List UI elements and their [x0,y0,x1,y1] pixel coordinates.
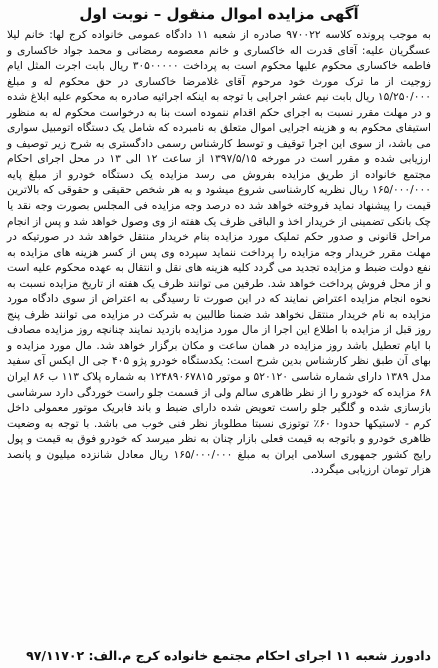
notice-title: آگهی مزایده اموال منقول – نوبت اول [79,5,359,23]
notice-footer: دادورز شعبه ۱۱ اجرای احکام مجتمع خانواده کرج م.الف: ۹۷/۱۱۷۰۲ [26,648,431,663]
notice-body: به موجب پرونده کلاسه ۹۷۰۰۲۲ صادره از شعبه ۱۱ دادگاه عمومی خانواده کرج لها: خانم لیلا عسگریان علیه: آقای قدرت اله خاکساری و خانم معصومه رمضانی و محمد جواد خاکساری و فاطمه خاکساری محکوم علیها محکوم است به پرداخت ۳۰۵۰۰۰۰۰ ریال بابت اجرت المثل ایام زوجیت از ما ترک مورث خود مرحوم آقای غلامرضا خاکساری در حق محکوم له و مبلغ ۱۵/۲۵۰/۰۰۰ ریال بابت نیم عشر اجرایی با توجه به اینکه اجرائیه صادره به محکوم علیه ابلاغ شده و در مهلت مقرر نسبت به اجرای حکم اقدام ننموده است بنا به درخواست محکوم له به منظور استیفای محکوم به و هزینه اجرایی اموال متعلق به نامبرده که شامل یک دستگاه اتومبیل سواری می باشد، از سوی این اجرا توقیف و توسط کارشناس رسمی دادگستری به شرح زیر توصیف و ارزیابی شده و مقرر است در مورخه ۱۳۹۷/۵/۱۵ از ساعت ۱۲ الی ۱۳ در محل اجرای احکام مجتمع خانواده از طریق مزایده بفروش می رسد مزایده یک دستگاه خودرو از مبلغ پایه ۱۶۵/۰۰۰/۰۰۰ ریال نظریه کارشناسی شروع میشود و به هر شخص حقیقی و حقوقی که بالاترین قیمت را پیشنهاد نماید فروخته خواهد شد ده درصد وجه مزایده فی المجلس بصورت وجه نقد یا چک بانکی تضمینی از خریدار اخذ و الباقی ظرف یک هفته از وی وصول خواهد شد و پس از انجام مراحل قانونی و صدور حکم تملیک مورد مزایده بنام خریدار منتقل خواهد شد در صورتیکه در مهلت مقرر خریدار وجه مزایده را پرداخت ننماید سپرده وی پس از کسر هزینه های مزایده به نفع دولت ضبط و مزایده تجدید می گردد کلیه هزینه های نقل و انتقال به عهده محکوم علیه است و از محل فروش پرداخت خواهد شد. طرفین می توانند ظرف یک هفته از تاریخ مزایده نسبت به نحوه انجام مزایده اعتراض نمایند که در این صورت تا رسیدگی به اعتراض از سوی دادگاه مورد مزایده به نام خریدار منتقل نخواهد شد ضمنا طالبین به شرکت در مزایده می توانند ظرف پنج روز قبل از مزایده با اطلاع این اجرا از مال مورد مزایده بازدید نمایند چنانچه روز مزایده مصادف با ایام تعطیل باشد روز مزایده در همان ساعت و مکان برگزار خواهد شد. مال مورد مزایده و بهای آن طبق نظر کارشناس بدین شرح است: یکدستگاه خودرو پژو ۴۰۵ جی ال ایکس آی سفید مدل ۱۳۸۹ دارای شماره شاسی ۵۲۰۱۲۰ و موتور ۱۲۴۸۹۰۶۷۸۱۵ به شماره پلاک ۱۱۳ ب ۸۶ ایران ۶۸ مزایده که خودرو را از نظر ظاهری سالم ولی از قسمت جلو راست خوردگی دارد سرشاسی بازسازی شده و گلگیر جلو راست تعویض شده دارای ضبط و باند فابریک موتور معمولی داخل کرم - لاستیکها حدودا ۶۰٪ توتوزی نسبتا مطلوباز نظر فنی خوب می باشد. با توجه به وضعیت ظاهری خودرو و باتوجه به قیمت فعلی بازار چنان به نظر میرسد که خودرو فوق به قیمت و پول رایج کشور جمهوری اسلامی ایران به مبلغ ۱۶۵/۰۰۰/۰۰۰ ریال معادل شانزده میلیون و پانصد هزار تومان ارزیابی میگردد. [7,28,432,477]
